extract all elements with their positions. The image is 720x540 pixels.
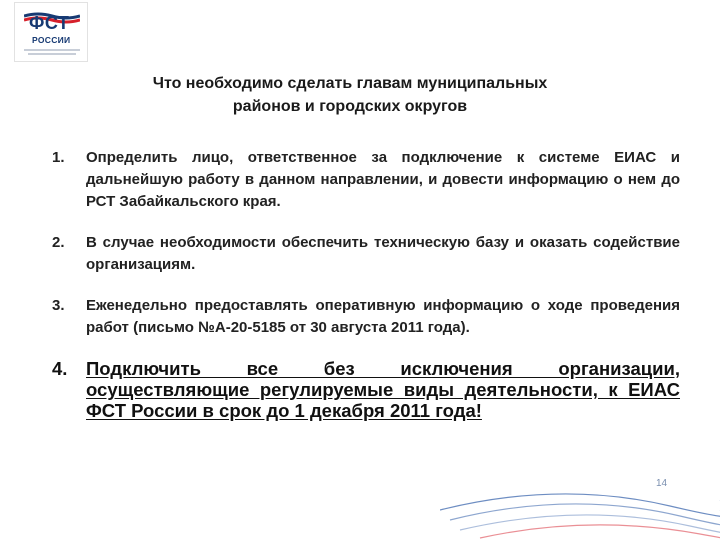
page-title (90, 72, 610, 118)
item-number: 2. (52, 234, 65, 251)
page-number: 14 (656, 478, 668, 489)
title-line-2: районов и городских округов (232, 98, 468, 115)
item-text: Еженедельно предоставлять оперативную информацию о ходе проведения работ (письмо №А-20-5185 от 30 августа 2011 года). (86, 297, 680, 336)
list-item-highlight (52, 358, 680, 421)
fst-logo (14, 2, 88, 62)
logo-caption-line (24, 49, 80, 51)
list-item (52, 147, 680, 213)
list-item (52, 232, 680, 276)
item-number: 3. (52, 297, 65, 314)
title-line-1: Что необходимо сделать главам муниципальных (152, 75, 548, 92)
item-number: 1. (52, 149, 65, 166)
list-item (52, 295, 680, 339)
logo-text: ФСТ (29, 13, 70, 33)
logo-subtext: РОССИИ (32, 35, 71, 45)
item-text: Определить лицо, ответственное за подключение к системе ЕИАС и дальнейшую работу в данном направлении, и довести информацию о нем до РСТ Забайкальского края. (86, 149, 680, 210)
logo-caption-line (28, 53, 76, 55)
decorative-swoosh (440, 470, 720, 540)
item-number: 4. (52, 358, 68, 379)
item-text: В случае необходимости обеспечить техническую базу и оказать содействие организациям. (86, 234, 680, 273)
item-text: Подключить все без исключения организации, осуществляющие регулируемые виды деятельности, к ЕИАС ФСТ России в срок до 1 декабря 2011 года! (86, 358, 680, 421)
